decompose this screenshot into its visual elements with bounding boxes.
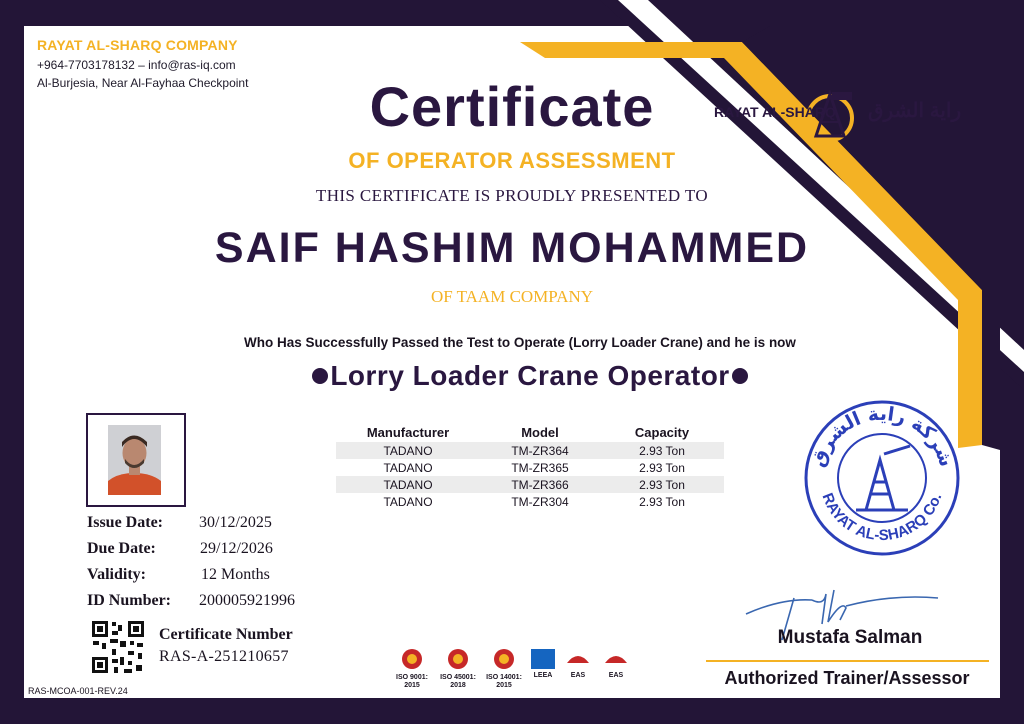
due-date-value: 29/12/2026 <box>200 540 273 557</box>
cell-capacity: 2.93 Ton <box>639 494 685 509</box>
iso-14001-badge: ISO 14001: 2015 <box>482 647 526 690</box>
bullet-icon <box>312 368 328 384</box>
recipient-photo-frame <box>86 413 186 507</box>
company-name: RAYAT AL-SHARQ COMPANY <box>37 37 238 53</box>
cell-manufacturer: TADANO <box>383 460 433 475</box>
table-row <box>336 476 724 493</box>
eas-badge: EAS <box>602 649 630 680</box>
cell-manufacturer: TADANO <box>383 477 433 492</box>
signature-line <box>706 660 989 662</box>
bullet-icon <box>732 368 748 384</box>
eas-badge: EAS <box>564 649 592 680</box>
company-stamp <box>800 398 964 558</box>
validity-value: 12 Months <box>201 566 270 583</box>
issue-date-value: 30/12/2025 <box>199 514 272 531</box>
stamp-text-bottom: RAYAT AL-SHARQ Co. <box>818 490 946 545</box>
company-contact: +964-7703178132 – info@ras-iq.com <box>37 58 236 72</box>
cell-capacity: 2.93 Ton <box>639 477 685 492</box>
cell-model: TM-ZR304 <box>511 494 569 509</box>
cell-capacity: 2.93 Ton <box>639 443 685 458</box>
signer-title: Authorized Trainer/Assessor <box>724 668 970 688</box>
issue-date-label: Issue Date: <box>87 514 163 531</box>
stamp-text-top: شركة راية الشرق <box>806 402 958 470</box>
logo-text-en: RAYAT AL-SHARQ <box>714 104 836 120</box>
table-row <box>336 493 724 510</box>
stamp-oil-rig-icon <box>856 446 910 510</box>
table-header-row <box>336 422 724 442</box>
cell-model: TM-ZR364 <box>511 443 569 458</box>
role-title <box>0 360 1024 392</box>
column-header-model: Model <box>521 424 559 440</box>
accreditation-logos <box>390 647 642 695</box>
presented-to-text: THIS CERTIFICATE IS PROUDLY PRESENTED TO <box>315 186 709 205</box>
cell-capacity: 2.93 Ton <box>639 460 685 475</box>
form-code: RAS-MCOA-001-REV.24 <box>28 686 128 696</box>
recipient-name: SAIF HASHIM MOHAMMED <box>214 224 810 272</box>
table-row <box>336 442 724 459</box>
role-text: Lorry Loader Crane Operator <box>330 360 730 391</box>
table-row <box>336 459 724 476</box>
equipment-table <box>336 422 724 510</box>
signer-name: Mustafa Salman <box>777 627 923 648</box>
leea-badge: LEEA <box>530 649 556 680</box>
cell-manufacturer: TADANO <box>383 443 433 458</box>
cell-model: TM-ZR366 <box>511 477 569 492</box>
logo-text-ar: راية الشرق <box>868 100 962 122</box>
recipient-photo <box>108 425 161 495</box>
cell-model: TM-ZR365 <box>511 460 569 475</box>
certificate-number-label: Certificate Number <box>159 626 293 643</box>
id-number-label: ID Number: <box>87 592 171 609</box>
cell-manufacturer: TADANO <box>383 494 433 509</box>
certificate-subtitle: OF OPERATOR ASSESSMENT <box>348 148 676 173</box>
column-header-capacity: Capacity <box>634 424 690 440</box>
certificate-number-value: RAS-A-251210657 <box>159 648 289 665</box>
due-date-label: Due Date: <box>87 540 156 557</box>
recipient-company: OF TAAM COMPANY <box>430 287 594 306</box>
statement-text: Who Has Successfully Passed the Test to Operate (Lorry Loader Crane) and he is now <box>244 335 796 350</box>
qr-code-icon[interactable] <box>90 619 146 675</box>
iso-9001-badge: ISO 9001: 2015 <box>390 647 434 690</box>
column-header-manufacturer: Manufacturer <box>366 424 450 440</box>
validity-label: Validity: <box>87 566 146 583</box>
certificate-title: Certificate <box>369 75 655 138</box>
company-address: Al-Burjesia, Near Al-Fayhaa Checkpoint <box>37 76 249 90</box>
iso-45001-badge: ISO 45001: 2018 <box>436 647 480 690</box>
id-number-value: 200005921996 <box>199 592 295 609</box>
